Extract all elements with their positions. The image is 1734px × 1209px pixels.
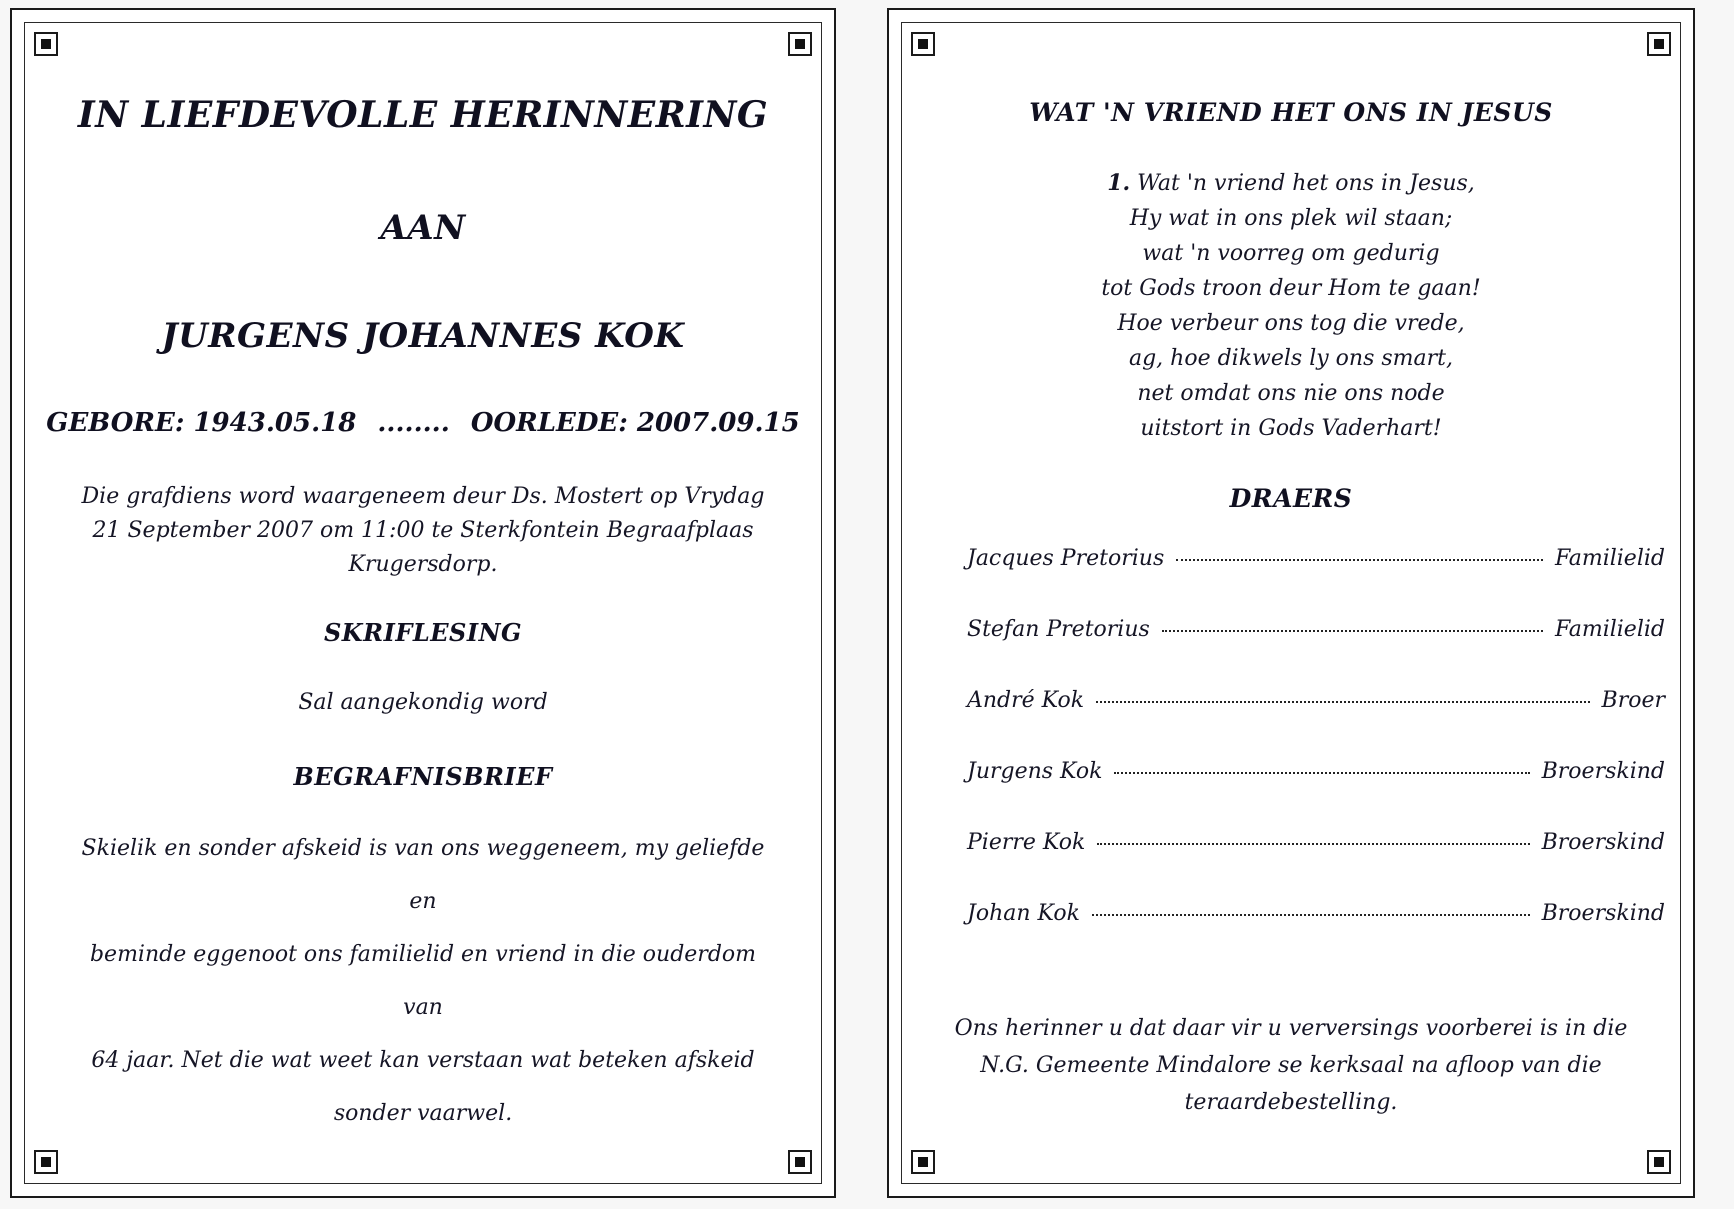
- letter-line: Skielik en sonder afskeid is van ons weggeneem, my geliefde en: [81, 836, 765, 914]
- bearer-name: Johan Kok: [967, 901, 1080, 926]
- letter-line: 64 jaar. Net die wat weet kan verstaan wat beteken afskeid: [91, 1048, 755, 1073]
- hymn-title: WAT 'N VRIEND HET ONS IN JESUS: [1029, 98, 1553, 127]
- corner-ornament: [34, 1150, 58, 1174]
- verse-line: ag, hoe dikwels ly ons smart,: [1128, 346, 1453, 371]
- list-item: [967, 759, 1665, 830]
- corner-ornament: [911, 1150, 935, 1174]
- note-line: Ons herinner u dat daar vir u verversings voorberei is in die: [954, 1016, 1628, 1041]
- dot-leader: [1092, 914, 1530, 916]
- born-date: GEBORE: 1943.05.18: [46, 408, 357, 438]
- bearer-role: Broer: [1601, 688, 1665, 713]
- list-item: [967, 617, 1665, 688]
- life-dates: [12, 408, 834, 438]
- corner-ornament: [1647, 1150, 1671, 1174]
- deceased-name: JURGENS JOHANNES KOK: [161, 316, 685, 356]
- corner-ornament: [911, 32, 935, 56]
- bearer-role: Familielid: [1554, 617, 1665, 642]
- left-page: [10, 8, 836, 1198]
- bearer-name: Jurgens Kok: [967, 759, 1103, 784]
- bearer-name: Pierre Kok: [967, 830, 1086, 855]
- service-details: [52, 480, 794, 582]
- service-line: 21 September 2007 om 11:00 te Sterkfontein Begraafplaas: [92, 518, 754, 543]
- bearer-name: André Kok: [967, 688, 1085, 713]
- verse-number: 1.: [1107, 170, 1131, 196]
- dot-leader: [1176, 559, 1543, 561]
- verse-line: 1. Wat 'n vriend het ons in Jesus,: [1107, 170, 1475, 196]
- dot-leader: [1114, 772, 1529, 774]
- list-item: [967, 901, 1665, 972]
- dot-leader: [1097, 843, 1529, 845]
- reading-heading: SKRIFLESING: [323, 618, 523, 647]
- letter-line: sonder vaarwel.: [333, 1101, 513, 1126]
- bearers-list: [967, 546, 1665, 972]
- note-line: N.G. Gemeente Mindalore se kerksaal na afloop van die: [980, 1053, 1602, 1078]
- dot-leader: [1162, 630, 1543, 632]
- verse-line: Hy wat in ons plek wil staan;: [1129, 206, 1453, 231]
- right-page: [887, 8, 1695, 1198]
- funeral-letter: [72, 822, 774, 1140]
- died-date: OORLEDE: 2007.09.15: [470, 408, 800, 438]
- bearer-role: Broerskind: [1541, 901, 1665, 926]
- corner-ornament: [788, 1150, 812, 1174]
- list-item: [967, 546, 1665, 617]
- bearers-heading: DRAERS: [1229, 484, 1353, 513]
- corner-ornament: [788, 32, 812, 56]
- bearer-name: Jacques Pretorius: [967, 546, 1165, 571]
- verse-line: Hoe verbeur ons tog die vrede,: [1117, 311, 1465, 336]
- note-line: teraardebestelling.: [1184, 1090, 1398, 1115]
- corner-ornament: [1647, 32, 1671, 56]
- memorial-aan: AAN: [380, 208, 466, 248]
- verse-line: net omdat ons nie ons node: [1137, 381, 1445, 406]
- refreshments-note: [949, 1010, 1633, 1121]
- dot-leader: [1096, 701, 1589, 703]
- service-line: Krugersdorp.: [348, 552, 498, 577]
- letter-heading: BEGRAFNISBRIEF: [293, 762, 553, 791]
- service-line: Die grafdiens word waargeneem deur Ds. Mostert op Vrydag: [81, 484, 765, 509]
- hymn-verse: [929, 166, 1653, 446]
- list-item: [967, 830, 1665, 901]
- date-separator: ........: [377, 408, 450, 438]
- verse-line: wat 'n voorreg om gedurig: [1142, 241, 1440, 266]
- list-item: [967, 688, 1665, 759]
- memorial-title: IN LIEFDEVOLLE HERINNERING: [77, 94, 769, 136]
- bearer-role: Familielid: [1554, 546, 1665, 571]
- verse-line: tot Gods troon deur Hom te gaan!: [1101, 276, 1481, 301]
- bearer-role: Broerskind: [1541, 830, 1665, 855]
- bearer-role: Broerskind: [1541, 759, 1665, 784]
- corner-ornament: [34, 32, 58, 56]
- reading-text: Sal aangekondig word: [298, 690, 548, 715]
- letter-line: beminde eggenoot ons familielid en vriend in die ouderdom van: [89, 942, 757, 1020]
- bearer-name: Stefan Pretorius: [967, 617, 1150, 642]
- verse-line: uitstort in Gods Vaderhart!: [1140, 416, 1442, 441]
